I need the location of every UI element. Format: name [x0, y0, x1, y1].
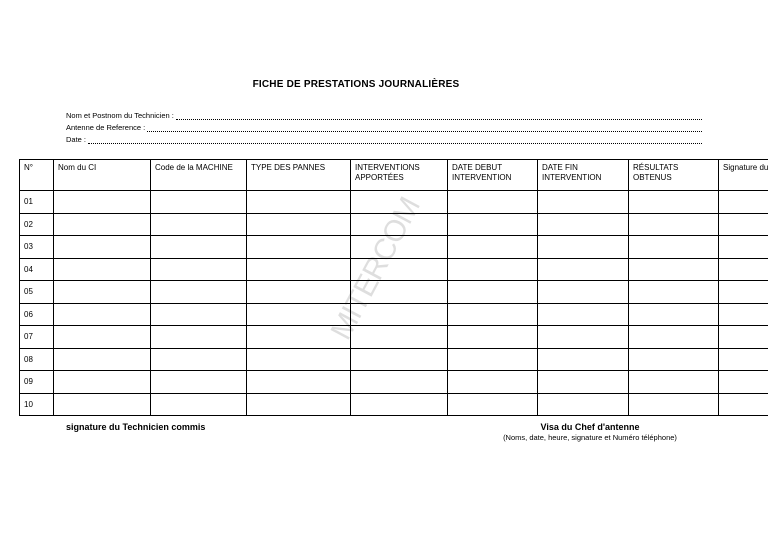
column-header: DATE FIN INTERVENTION	[538, 160, 629, 191]
table-row	[20, 258, 768, 281]
table-cell[interactable]	[538, 348, 629, 371]
row-number: 04	[20, 258, 54, 281]
table-cell[interactable]	[538, 281, 629, 304]
technician-name-blank[interactable]	[176, 111, 702, 120]
row-number: 06	[20, 303, 54, 326]
table-cell[interactable]	[448, 258, 538, 281]
table-cell[interactable]	[538, 393, 629, 416]
table-cell[interactable]	[448, 303, 538, 326]
table-cell[interactable]	[448, 191, 538, 214]
table-cell[interactable]	[351, 213, 448, 236]
column-header: Signature du	[719, 160, 768, 191]
table-cell[interactable]	[629, 191, 719, 214]
row-number: 03	[20, 236, 54, 259]
table-cell[interactable]	[54, 393, 151, 416]
table-cell[interactable]	[629, 213, 719, 236]
prestations-table	[19, 159, 768, 416]
table-cell[interactable]	[351, 281, 448, 304]
table-cell[interactable]	[538, 213, 629, 236]
table-cell[interactable]	[54, 326, 151, 349]
table-cell[interactable]	[247, 213, 351, 236]
table-cell[interactable]	[629, 393, 719, 416]
table-cell[interactable]	[719, 326, 768, 349]
table-cell[interactable]	[247, 191, 351, 214]
table-cell[interactable]	[351, 348, 448, 371]
table-cell[interactable]	[719, 213, 768, 236]
table-cell[interactable]	[151, 326, 247, 349]
table-cell[interactable]	[629, 236, 719, 259]
table-cell[interactable]	[247, 236, 351, 259]
chief-visa-title: Visa du Chef d'antenne	[540, 422, 640, 432]
table-row	[20, 213, 768, 236]
technician-signature-label: signature du Technicien commis	[66, 422, 206, 432]
reference-antenna-field[interactable]	[66, 120, 702, 132]
table-cell[interactable]	[719, 393, 768, 416]
table-cell[interactable]	[151, 393, 247, 416]
column-header: TYPE DES PANNES	[247, 160, 351, 191]
table-cell[interactable]	[629, 371, 719, 394]
table-cell[interactable]	[351, 258, 448, 281]
row-number: 08	[20, 348, 54, 371]
table-cell[interactable]	[719, 303, 768, 326]
row-number: 10	[20, 393, 54, 416]
table-row	[20, 348, 768, 371]
table-cell[interactable]	[54, 191, 151, 214]
page-title: FICHE DE PRESTATIONS JOURNALIÈRES	[252, 79, 460, 90]
chief-visa-block	[440, 422, 740, 442]
date-blank[interactable]	[88, 135, 702, 144]
table-cell[interactable]	[151, 213, 247, 236]
column-header: Code de la MACHINE	[151, 160, 247, 191]
table-cell[interactable]	[247, 371, 351, 394]
table-cell[interactable]	[538, 326, 629, 349]
table-cell[interactable]	[54, 213, 151, 236]
table-cell[interactable]	[351, 236, 448, 259]
table-cell[interactable]	[351, 371, 448, 394]
chief-visa-subtitle: (Noms, date, heure, signature et Numéro téléphone)	[503, 433, 677, 442]
table-cell[interactable]	[719, 348, 768, 371]
table-header-row	[20, 160, 768, 191]
table-cell[interactable]	[719, 281, 768, 304]
table-cell[interactable]	[54, 303, 151, 326]
table-row	[20, 371, 768, 394]
table-cell[interactable]	[151, 236, 247, 259]
column-header: Nom du CI	[54, 160, 151, 191]
table-cell[interactable]	[247, 303, 351, 326]
row-number: 07	[20, 326, 54, 349]
table-cell[interactable]	[54, 371, 151, 394]
table-cell[interactable]	[629, 258, 719, 281]
table-cell[interactable]	[448, 281, 538, 304]
table-row	[20, 393, 768, 416]
header-fields	[66, 108, 702, 144]
table-cell[interactable]	[538, 191, 629, 214]
table-cell[interactable]	[247, 281, 351, 304]
table-cell[interactable]	[629, 326, 719, 349]
table-cell[interactable]	[719, 371, 768, 394]
table-cell[interactable]	[54, 236, 151, 259]
table-cell[interactable]	[538, 303, 629, 326]
table-cell[interactable]	[448, 236, 538, 259]
table-cell[interactable]	[151, 348, 247, 371]
table-cell[interactable]	[629, 281, 719, 304]
table-cell[interactable]	[538, 371, 629, 394]
table-cell[interactable]	[351, 303, 448, 326]
table-cell[interactable]	[719, 258, 768, 281]
table-cell[interactable]	[351, 191, 448, 214]
row-number: 05	[20, 281, 54, 304]
table-cell[interactable]	[151, 191, 247, 214]
table-cell[interactable]	[351, 393, 448, 416]
table-cell[interactable]	[54, 348, 151, 371]
table-row	[20, 191, 768, 214]
table-cell[interactable]	[448, 371, 538, 394]
reference-antenna-blank[interactable]	[147, 123, 702, 132]
row-number: 02	[20, 213, 54, 236]
table-cell[interactable]	[151, 258, 247, 281]
table-cell[interactable]	[448, 393, 538, 416]
table-cell[interactable]	[448, 348, 538, 371]
technician-name-label: Nom et Postnom du Technicien :	[66, 111, 174, 120]
table-row	[20, 281, 768, 304]
table-cell[interactable]	[448, 213, 538, 236]
date-field[interactable]	[66, 132, 702, 144]
table-cell[interactable]	[247, 393, 351, 416]
column-header: N°	[20, 160, 54, 191]
date-label: Date :	[66, 135, 87, 144]
technician-name-field[interactable]	[66, 108, 702, 120]
table-body	[20, 191, 768, 416]
column-header: INTERVENTIONS APPORTÉES	[351, 160, 448, 191]
column-header: RÉSULTATS OBTENUS	[629, 160, 719, 191]
table-cell[interactable]	[629, 348, 719, 371]
table-cell[interactable]	[247, 258, 351, 281]
row-number: 09	[20, 371, 54, 394]
table-cell[interactable]	[247, 326, 351, 349]
table-row	[20, 303, 768, 326]
column-header: DATE DEBUT INTERVENTION	[448, 160, 538, 191]
table-cell[interactable]	[629, 303, 719, 326]
table-row	[20, 326, 768, 349]
table-cell[interactable]	[151, 303, 247, 326]
table-cell[interactable]	[247, 348, 351, 371]
table-cell[interactable]	[538, 236, 629, 259]
watermark: MITERCOM	[324, 192, 427, 346]
table-cell[interactable]	[54, 258, 151, 281]
row-number: 01	[20, 191, 54, 214]
reference-antenna-label: Antenne de Reference :	[66, 123, 146, 132]
table-row	[20, 236, 768, 259]
table-cell[interactable]	[538, 258, 629, 281]
table-cell[interactable]	[719, 236, 768, 259]
table-cell[interactable]	[151, 371, 247, 394]
table-cell[interactable]	[351, 326, 448, 349]
table-cell[interactable]	[54, 281, 151, 304]
table-cell[interactable]	[719, 191, 768, 214]
table-cell[interactable]	[151, 281, 247, 304]
table-cell[interactable]	[448, 326, 538, 349]
